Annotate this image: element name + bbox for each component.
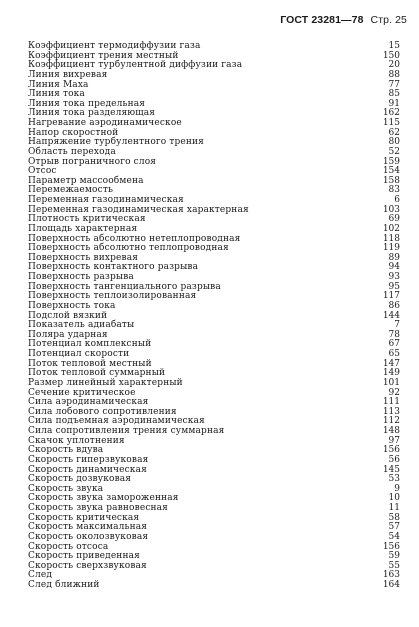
index-term: Подслой вязкий: [28, 310, 108, 321]
index-entry: [28, 562, 400, 572]
index-page-number: 80: [388, 137, 400, 148]
index-term: Скорость сверхзвуковая: [28, 560, 147, 571]
index-term: Коэффициент трения местный: [28, 50, 179, 61]
index-page-number: 59: [388, 551, 400, 562]
index-term: Поверхность вихревая: [28, 252, 139, 263]
index-term: Скорость околозвуковая: [28, 531, 149, 542]
index-page-number: 94: [388, 262, 400, 273]
index-page-number: 150: [382, 50, 400, 61]
index-term: Отсос: [28, 166, 57, 177]
index-page-number: 148: [382, 426, 400, 436]
index-page-number: 7: [394, 320, 400, 331]
index-page-number: 144: [382, 310, 400, 321]
index-page-number: 112: [382, 416, 400, 427]
index-page-number: 111: [382, 397, 400, 408]
index-term: Сила сопротивления трения суммарная: [28, 426, 225, 436]
index-term: Сила подъемная аэродинамическая: [28, 416, 205, 427]
index-term: Показатель адиабаты: [28, 320, 135, 331]
index-page-number: 164: [382, 580, 400, 590]
index-page-number: 156: [382, 541, 400, 552]
index-term: Размер линейный характерный: [28, 377, 183, 388]
index-term: Линия тока: [28, 89, 85, 100]
index-term: Линия вихревая: [28, 69, 108, 80]
index-page-number: 65: [388, 349, 400, 359]
index-page-number: 117: [382, 291, 400, 302]
index-page-number: 93: [388, 272, 400, 282]
index-page-number: 159: [382, 156, 400, 167]
index-page-number: 69: [388, 214, 400, 225]
index-entry: [28, 158, 400, 168]
index-page-number: 86: [388, 300, 400, 311]
index-term: Перемежаемость: [28, 185, 113, 196]
index-page-number: 53: [388, 474, 400, 485]
index-term: Скорость звука равновесная: [28, 503, 168, 513]
index-page-number: 85: [388, 89, 400, 100]
index-page-number: 158: [382, 175, 400, 186]
term-index-list: [28, 42, 400, 591]
index-page-number: 91: [388, 98, 400, 109]
index-term: Поляра ударная: [28, 329, 108, 340]
index-term: Сечение критическое: [28, 387, 136, 398]
index-page-number: 97: [388, 435, 400, 446]
index-term: Скорость динамическая: [28, 464, 147, 475]
index-page-number: 54: [388, 531, 400, 542]
index-term: След: [28, 570, 53, 581]
index-term: Напор скоростной: [28, 127, 119, 138]
index-term: Плотность критическая: [28, 214, 146, 225]
standard-number: ГОСТ 23281—78: [280, 14, 364, 26]
index-term: Линия тока разделяющая: [28, 108, 156, 119]
index-page-number: 115: [382, 118, 400, 128]
index-term: Потенциал комплексный: [28, 339, 152, 350]
index-term: Скачок уплотнения: [28, 435, 125, 446]
index-term: Нагревание аэродинамическое: [28, 118, 182, 128]
index-term: Скорость максимальная: [28, 522, 148, 533]
index-term: Скорость отсоса: [28, 541, 109, 552]
index-term: Сила лобового сопротивления: [28, 406, 177, 417]
index-term: Поверхность разрыва: [28, 272, 134, 282]
index-page-number: 163: [382, 570, 400, 581]
index-page-number: 92: [388, 387, 400, 398]
index-term: Поверхность тангенциального разрыва: [28, 281, 221, 292]
index-term: Линия тока предельная: [28, 98, 146, 109]
index-term: Скорость дозвуковая: [28, 474, 132, 485]
index-term: Скорость звука: [28, 483, 104, 494]
index-term: Линия Маха: [28, 79, 89, 90]
index-page-number: 52: [388, 146, 400, 157]
index-page-number: 119: [382, 243, 400, 254]
index-term: Поверхность абсолютно нетеплопроводная: [28, 233, 241, 244]
index-page-number: 11: [388, 503, 400, 513]
index-page-number: 147: [382, 358, 400, 369]
index-term: Сила аэродинамическая: [28, 397, 149, 408]
index-page-number: 77: [388, 79, 400, 90]
index-term: Переменная газодинамическая характерная: [28, 204, 249, 215]
index-term: Скорость гиперзвуковая: [28, 454, 149, 465]
index-term: Поверхность контактного разрыва: [28, 262, 199, 273]
index-page-number: 154: [382, 166, 400, 177]
index-page-number: 6: [394, 195, 400, 205]
index-term: Область перехода: [28, 146, 116, 157]
index-term: Параметр массообмена: [28, 175, 144, 186]
index-term: Потенциал скорости: [28, 349, 130, 359]
index-term: Поверхность теплоизолированная: [28, 291, 197, 302]
index-page-number: 113: [382, 406, 400, 417]
index-page-number: 102: [382, 223, 400, 234]
index-term: Скорость звука замороженная: [28, 493, 179, 504]
index-page-number: 56: [388, 454, 400, 465]
index-page-number: 145: [382, 464, 400, 475]
index-page-number: 88: [388, 69, 400, 80]
index-page-number: 149: [382, 368, 400, 379]
index-page-number: 20: [388, 60, 400, 71]
index-term: Поверхность абсолютно теплопроводная: [28, 243, 229, 254]
index-term: Поверхность тока: [28, 300, 116, 311]
index-term: Напряжение турбулентного трения: [28, 137, 205, 148]
index-page-number: 95: [388, 281, 400, 292]
index-page-number: 62: [388, 127, 400, 138]
index-page-number: 101: [382, 377, 400, 388]
index-page-number: 15: [388, 41, 400, 51]
index-page-number: 118: [382, 233, 400, 244]
index-term: Скорость приведенная: [28, 551, 140, 562]
index-term: Площадь характерная: [28, 223, 138, 234]
index-page-number: 10: [388, 493, 400, 504]
index-page-number: 58: [388, 512, 400, 523]
page-header: [280, 14, 407, 26]
index-term: Коэффициент турбулентной диффузии газа: [28, 60, 243, 71]
index-page-number: 55: [388, 560, 400, 571]
index-term: Переменная газодинамическая: [28, 195, 184, 205]
index-page-number: 83: [388, 185, 400, 196]
index-page-number: 57: [388, 522, 400, 533]
index-term: След ближний: [28, 580, 100, 590]
index-term: Скорость вдува: [28, 445, 104, 456]
index-term: Отрыв пограничного слоя: [28, 156, 157, 167]
index-term: Поток тепловой суммарный: [28, 368, 166, 379]
index-page-number: 103: [382, 204, 400, 215]
index-entry: [28, 581, 400, 591]
index-page-number: 78: [388, 329, 400, 340]
index-page-number: 89: [388, 252, 400, 263]
index-term: Поток тепловой местный: [28, 358, 152, 369]
index-term: Скорость критическая: [28, 512, 140, 523]
index-page-number: 9: [394, 483, 400, 494]
index-page-number: 162: [382, 108, 400, 119]
page-number: Стр. 25: [370, 14, 407, 26]
index-page-number: 156: [382, 445, 400, 456]
index-term: Коэффициент термодиффузии газа: [28, 41, 201, 51]
index-page-number: 67: [388, 339, 400, 350]
